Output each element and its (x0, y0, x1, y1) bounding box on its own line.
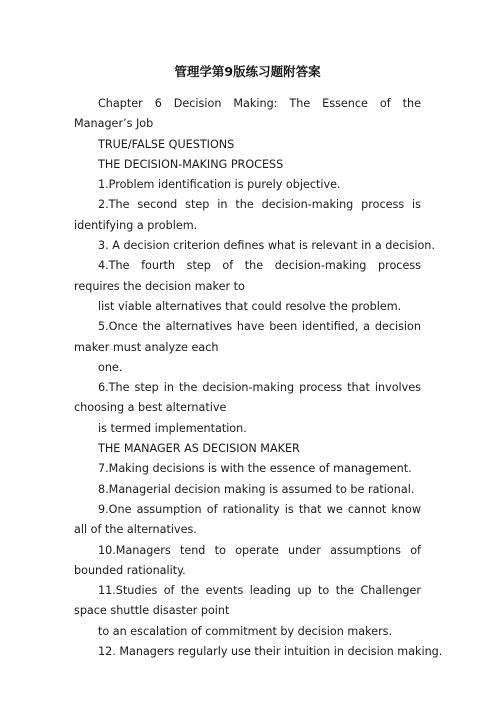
question-7: 7.Making decisions is with the essence of management. (98, 462, 412, 476)
question-10: 10.Managers tend to operate under assumptions of bounded rationality. (74, 543, 421, 577)
question-5: 5.Once the alternatives have been identified, a decision maker must analyze each (74, 320, 421, 354)
question-12: 12. Managers regularly use their intuition in decision making. (98, 645, 443, 659)
question-9: 9.One assumption of rationality is that we cannot know all of the alternatives. (74, 502, 421, 537)
document-title: 管理学第9版练习题附答案 (174, 64, 321, 79)
question-1: 1.Problem identification is purely objective. (98, 178, 341, 192)
question-4: 4.The fourth step of the decision-making process requires the decision maker to (74, 259, 421, 293)
question-6: 6.The step in the decision-making process that involves choosing a best alternative (74, 381, 421, 415)
question-4-continued: list viable alternatives that could resolve the problem. (98, 299, 402, 313)
question-2: 2.The second step in the decision-making process is identifying a problem. (74, 198, 421, 232)
question-5-continued: one. (98, 360, 123, 374)
section-heading-true-false: TRUE/FALSE QUESTIONS (98, 137, 235, 151)
question-6-continued: is termed implementation. (98, 421, 247, 435)
question-8: 8.Managerial decision making is assumed to be rational. (98, 482, 415, 496)
question-11: 11.Studies of the events leading up to the Challenger space shuttle disaster point (74, 584, 421, 618)
section-heading-decision-process: THE DECISION-MAKING PROCESS (98, 157, 284, 171)
chapter-heading: Chapter 6 Decision Making: The Essence of the Manager’s Job (74, 97, 421, 131)
section-heading-manager-decision-maker: THE MANAGER AS DECISION MAKER (98, 442, 300, 456)
question-3: 3. A decision criterion defines what is relevant in a decision. (98, 239, 435, 253)
question-11-continued: to an escalation of commitment by decision makers. (98, 624, 393, 638)
